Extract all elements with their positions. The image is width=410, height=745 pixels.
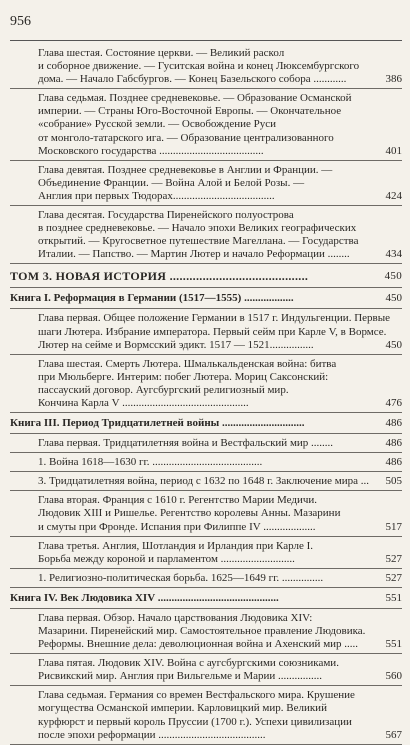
toc-entry-line: Глава первая. Обзор. Начало царствования Людовика XIV: [38, 611, 313, 624]
toc-entry [10, 453, 402, 472]
toc-entry-line: Глава третья. Англия, Шотландия и Ирландия при Карле I. [38, 539, 314, 552]
page-ref: 505 [385, 475, 402, 488]
toc-entry [10, 537, 402, 569]
toc-entry-line: Реформы. Внешние дела: деволюционная война и Ахенский мир ..... [38, 638, 359, 651]
page-ref: 476 [385, 396, 402, 409]
toc-entry [10, 686, 402, 744]
toc-entry [10, 569, 402, 588]
toc-entry-line: Италии. — Папство. — Мартин Лютер и начало Реформации ........ [38, 248, 350, 261]
toc-entry [10, 355, 402, 413]
toc-entry [10, 654, 402, 686]
toc-entry-line: Глава первая. Тридцатилетняя война и Вестфальский мир ........ [38, 437, 334, 450]
toc-entry-line: Глава шестая. Состояние церкви. — Великий раскол [38, 47, 285, 59]
toc-entry-line: курфюрст и первый король Пруссии (1700 г.). Успехи цивилизации [38, 715, 352, 728]
toc-entry-line: шаги Лютера. Избрание императора. Первый сейм при Карле V, в Вормсе. [38, 325, 387, 338]
page-ref: 567 [385, 728, 402, 741]
page-ref: 486 [385, 456, 402, 469]
toc-entry-line: Глава седьмая. Позднее средневековье. — Образование Османской [38, 92, 352, 105]
page-ref: 401 [385, 144, 402, 157]
book-heading [10, 413, 402, 434]
toc-entry-line: в позднее средневековье. — Начало эпохи Великих географических [38, 222, 357, 235]
page-number: 956 [10, 14, 31, 29]
toc-entry [10, 491, 402, 536]
toc-entry-line: 3. Тридцатилетняя война, период с 1632 по 1648 г. Заключение мира ... [38, 475, 369, 488]
volume-heading [10, 264, 402, 288]
toc-entry [10, 472, 402, 491]
toc-entry-line: Рисвикский мир. Англия при Вильгельме и Марии ................ [38, 670, 323, 683]
page-ref: 434 [385, 248, 402, 261]
toc-entry-line: и соборное движение. — Гуситская война и конец Люксембургского [38, 60, 360, 73]
toc-entry-line: Глава первая. Общее положение Германии в 1517 г. Индульгенции. Первые [38, 312, 390, 325]
book-heading [10, 588, 402, 609]
toc-entry-line: Англия при первых Тюдорах..................................... [38, 189, 275, 202]
toc-entry-line: от монголо-татарского ига. — Образование централизованного [38, 131, 334, 144]
toc-entry [10, 434, 402, 453]
toc-entry-line: при Мюльберге. Интерим: побег Лютера. Мориц Саксонский: [38, 370, 329, 383]
toc-entry-line: Глава вторая. Франция с 1610 г. Регентство Марии Медичи. [38, 494, 318, 507]
toc-entry-line: пассауский договор. Аугсбургский религиозный мир. [38, 383, 289, 396]
page-ref: 386 [385, 73, 402, 86]
page-ref: 517 [385, 520, 402, 533]
toc-entry-line: Борьба между короной и парламентом ........................... [38, 552, 295, 565]
header-rule [10, 40, 402, 41]
page-ref: 527 [385, 552, 402, 565]
page-ref: 486 [385, 417, 402, 430]
table-of-contents [10, 44, 402, 745]
toc-entry-line: Кончина Карла V .............................................. [38, 396, 249, 409]
toc-entry [10, 44, 402, 89]
toc-entry-line: дома. — Начало Габсбургов. — Конец Базельского собора ............ [38, 73, 347, 86]
toc-entry-line: «собрание» Русской земли. — Освобождение Руси [38, 118, 277, 131]
page-ref: 551 [385, 591, 402, 604]
toc-entry-line: Глава десятая. Государства Пиренейского полуострова [38, 209, 294, 222]
page-ref: 560 [385, 670, 402, 683]
page-ref: 450 [385, 292, 402, 305]
toc-entry-line: 1. Религиозно-политическая борьба. 1625—1649 гг. ............... [38, 571, 324, 584]
book-title: Книга III. Период Тридцатилетней войны .............................. [10, 417, 305, 430]
toc-entry-line: Объединение Франции. — Война Алой и Белой Розы. — [38, 176, 305, 189]
volume-title: ТОМ 3. НОВАЯ ИСТОРИЯ .......................................... [10, 269, 309, 284]
toc-entry [10, 206, 402, 264]
toc-entry-line: Глава седьмая. Германия со времен Вестфальского мира. Крушение [38, 689, 355, 702]
toc-entry-line: Глава девятая. Позднее средневековье в Англии и Франции. — [38, 163, 333, 176]
page-ref: 486 [385, 437, 402, 450]
book-title: Книга I. Реформация в Германии (1517—1555) .................. [10, 292, 294, 305]
page-ref: 424 [385, 189, 402, 202]
toc-entry-line: Глава пятая. Людовик XIV. Война с аугсбургскими союзниками. [38, 657, 339, 670]
book-heading [10, 288, 402, 309]
toc-entry-line: империи. — Страны Юго-Восточной Европы. — Окончательное [38, 105, 342, 118]
page-ref: 450 [385, 338, 402, 351]
page-ref: 527 [385, 571, 402, 584]
toc-entry-line: Мазарини. Пиренейский мир. Самостоятельное правление Людовика. [38, 625, 366, 637]
toc-entry-line: Московского государства ...................................... [38, 144, 264, 157]
page-ref: 450 [384, 270, 402, 283]
toc-entry-line: Лютер на сейме и Вормсский эдикт. 1517 — 1521................ [38, 338, 314, 351]
toc-entry-line: открытий. — Кругосветное путешествие Магеллана. — Государства [38, 235, 359, 248]
toc-entry-line: могущества Османской империи. Карловицкий мир. Великий [38, 702, 327, 715]
toc-entry-line: и смуты при Фронде. Испания при Филиппе IV ................... [38, 520, 316, 533]
toc-entry [10, 309, 402, 354]
toc-entry [10, 609, 402, 654]
toc-entry [10, 161, 402, 206]
toc-entry-line: Людовик XIII и Ришелье. Регентство королевы Анны. Мазарини [38, 507, 341, 520]
book-title: Книга IV. Век Людовика XIV ............................................ [10, 591, 279, 604]
toc-entry-line: после эпохи реформации ....................................... [38, 728, 266, 741]
toc-entry-line: 1. Война 1618—1630 гг. ........................................ [38, 456, 263, 469]
toc-entry [10, 89, 402, 160]
page-ref: 551 [385, 638, 402, 651]
toc-entry-line: Глава шестая. Смерть Лютера. Шмалькальденская война: битва [38, 357, 337, 370]
